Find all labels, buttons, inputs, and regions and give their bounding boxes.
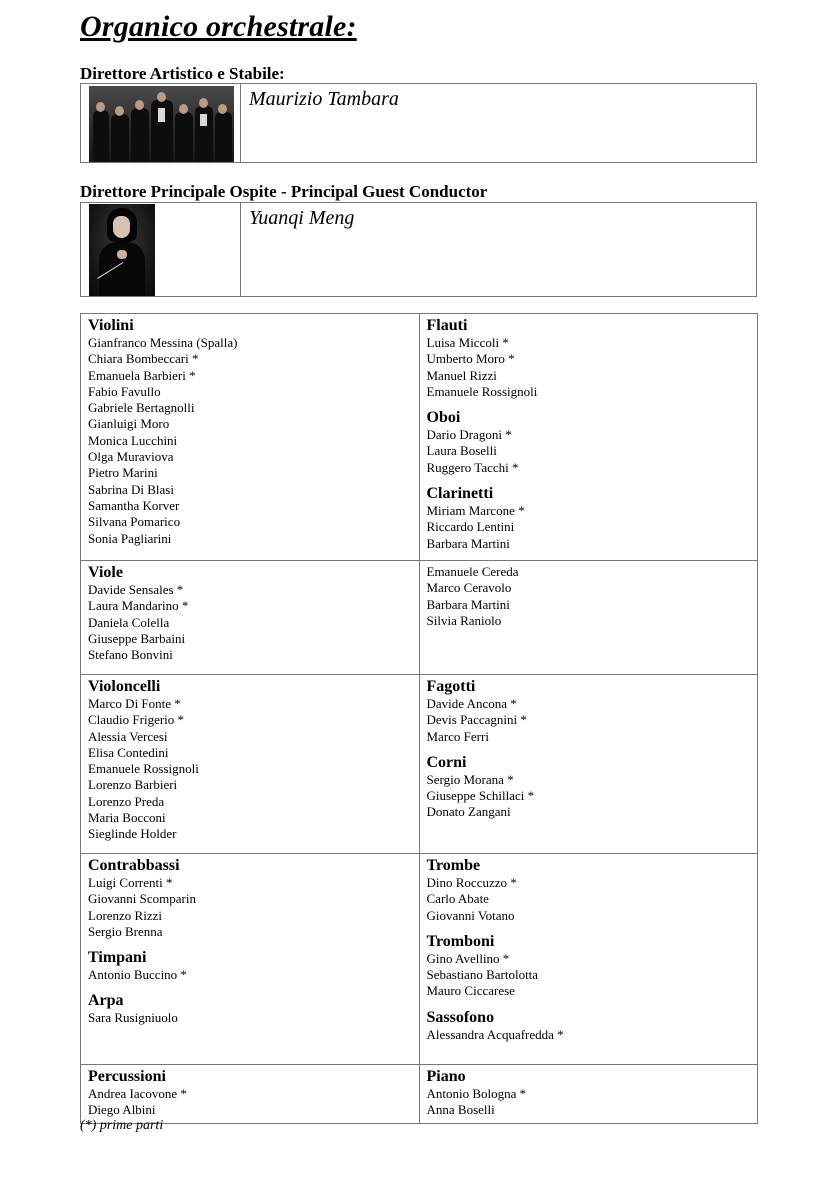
roster-row [81, 1065, 758, 1124]
member-name: Gianluigi Moro [88, 416, 170, 432]
member-name: Sebastiano Bartolotta [426, 967, 539, 983]
member-name: Manuel Rizzi [426, 367, 497, 383]
roster-cell-right [419, 854, 758, 1065]
orchestra-photo [81, 84, 241, 162]
member-name: Sergio Morana * [426, 771, 514, 787]
member-name: Devis Paccagnini * [426, 712, 527, 728]
member-name: Sieglinde Holder [88, 826, 177, 842]
member-name: Miriam Marcone * [426, 503, 525, 519]
instrument-section [88, 1068, 412, 1119]
member-name: Diego Albini [88, 1102, 156, 1118]
member-name: Barbara Martini [426, 535, 510, 551]
member-name: Antonio Bologna * [426, 1086, 527, 1101]
member-name: Monica Lucchini [88, 432, 178, 448]
member-name: Gino Avellino * [426, 950, 510, 966]
member-name: Emanuele Rossignoli [88, 761, 199, 777]
member-name: Riccardo Lentini [426, 519, 515, 535]
roster-row [81, 675, 758, 854]
instrument-section [427, 1009, 751, 1043]
instrument-section [427, 857, 751, 924]
member-name: Carlo Abate [426, 891, 489, 907]
roster-cell-left [81, 854, 420, 1065]
member-name: Gabriele Bertagnolli [88, 400, 195, 416]
member-name: Lorenzo Barbieri [88, 777, 178, 793]
instrument-section [427, 933, 751, 1000]
section-title: Fagotti [426, 678, 476, 695]
section-title: Trombe [426, 857, 481, 874]
member-name: Alessandra Acquafredda * [426, 1026, 564, 1042]
artistic-director-box [80, 83, 757, 163]
member-name: Davide Sensales * [88, 582, 184, 597]
member-name: Daniela Colella [88, 614, 170, 630]
roster-cell-right [419, 314, 758, 561]
member-name: Laura Boselli [426, 443, 497, 459]
member-name: Maria Bocconi [88, 810, 166, 826]
guest-conductor-box [80, 202, 757, 297]
roster-cell-right [419, 561, 758, 675]
roster-cell-left [81, 675, 420, 854]
member-name: Marco Ceravolo [426, 580, 512, 596]
conductor-portrait-photo [81, 203, 241, 296]
roster-cell-left [81, 561, 420, 675]
member-name: Davide Ancona * [426, 696, 517, 711]
member-name: Sabrina Di Blasi [88, 481, 174, 497]
instrument-section [88, 992, 412, 1026]
instrument-section [427, 409, 751, 476]
artistic-director-name: Maurizio Tambara [249, 88, 399, 110]
page-title: Organico orchestrale: [80, 10, 357, 43]
member-name: Sara Rusigniuolo [88, 1010, 178, 1026]
member-name: Dario Dragoni * [426, 427, 512, 443]
instrument-section [88, 564, 412, 663]
member-name: Emanuele Rossignoli [426, 383, 538, 399]
section-title: Violini [88, 317, 134, 334]
instrument-section [88, 857, 412, 940]
instrument-section [427, 317, 751, 400]
section-title: Timpani [88, 949, 147, 967]
member-name: Claudio Frigerio * [88, 712, 185, 728]
member-name: Giovanni Votano [426, 907, 515, 923]
member-name: Umberto Moro * [426, 351, 515, 367]
member-name: Pietro Marini [88, 465, 158, 481]
member-name: Anna Boselli [426, 1102, 495, 1118]
instrument-section [88, 317, 412, 547]
footnote: (*) prime parti [80, 1118, 164, 1133]
section-title: Viole [88, 564, 123, 581]
member-name: Silvana Pomarico [88, 514, 181, 530]
roster-row [81, 854, 758, 1065]
section-title: Contrabbassi [88, 857, 180, 874]
roster-row [81, 314, 758, 561]
instrument-section [88, 949, 412, 983]
member-name: Chiara Bombeccari * [88, 351, 199, 367]
roster-cell-right [419, 1065, 758, 1124]
section-title: Piano [426, 1068, 466, 1085]
member-name: Lorenzo Preda [88, 793, 165, 809]
instrument-section [88, 678, 412, 843]
guest-conductor-name: Yuanqi Meng [249, 207, 355, 229]
instrument-section [427, 1068, 751, 1119]
member-name: Emanuele Cereda [426, 564, 519, 579]
section-title: Clarinetti [426, 485, 494, 503]
section-title: Flauti [426, 317, 468, 334]
section-title: Violoncelli [88, 678, 161, 695]
member-name: Ruggero Tacchi * [426, 459, 519, 475]
member-name: Giuseppe Barbaini [88, 630, 186, 646]
member-name: Mauro Ciccarese [426, 983, 515, 999]
roster-cell-right [419, 675, 758, 854]
member-name: Donato Zangani [426, 804, 511, 820]
section-title: Corni [426, 753, 467, 771]
section-title: Tromboni [426, 932, 495, 950]
member-name: Dino Roccuzzo * [426, 875, 517, 890]
instrument-section [427, 564, 751, 629]
member-name: Stefano Bonvini [88, 647, 173, 663]
member-name: Luisa Miccoli * [426, 335, 509, 350]
member-name: Fabio Favullo [88, 383, 161, 399]
member-name: Alessia Vercesi [88, 728, 168, 744]
section-title: Percussioni [88, 1068, 166, 1085]
member-name: Barbara Martini [426, 596, 510, 612]
member-name: Antonio Buccino * [88, 967, 187, 983]
member-name: Silvia Raniolo [426, 612, 502, 628]
roster-cell-left [81, 314, 420, 561]
member-name: Giovanni Scomparin [88, 891, 196, 907]
member-name: Lorenzo Rizzi [88, 907, 162, 923]
member-name: Sergio Brenna [88, 923, 163, 939]
member-name: Marco Di Fonte * [88, 696, 181, 711]
instrument-section [427, 754, 751, 821]
member-name: Olga Muraviova [88, 449, 174, 465]
artistic-director-label: Direttore Artistico e Stabile: [80, 64, 285, 83]
member-name: Marco Ferri [426, 728, 489, 744]
member-name: Laura Mandarino * [88, 598, 189, 614]
roster-cell-left [81, 1065, 420, 1124]
instrument-section [427, 678, 751, 745]
roster-row [81, 561, 758, 675]
member-name: Giuseppe Schillaci * [426, 788, 535, 804]
member-name: Luigi Correnti * [88, 875, 173, 890]
member-name: Samantha Korver [88, 497, 180, 513]
section-title: Arpa [88, 992, 124, 1010]
member-name: Sonia Pagliarini [88, 530, 172, 546]
member-name: Elisa Contedini [88, 744, 169, 760]
section-title: Oboi [426, 409, 461, 427]
instrument-section [427, 485, 751, 552]
member-name: Emanuela Barbieri * [88, 367, 196, 383]
member-name: Gianfranco Messina (Spalla) [88, 335, 238, 350]
member-name: Andrea Iacovone * [88, 1086, 187, 1101]
guest-conductor-label: Direttore Principale Ospite - Principal Guest Conductor [80, 182, 488, 201]
section-title: Sassofono [426, 1008, 495, 1026]
orchestra-roster-table [80, 313, 758, 1124]
